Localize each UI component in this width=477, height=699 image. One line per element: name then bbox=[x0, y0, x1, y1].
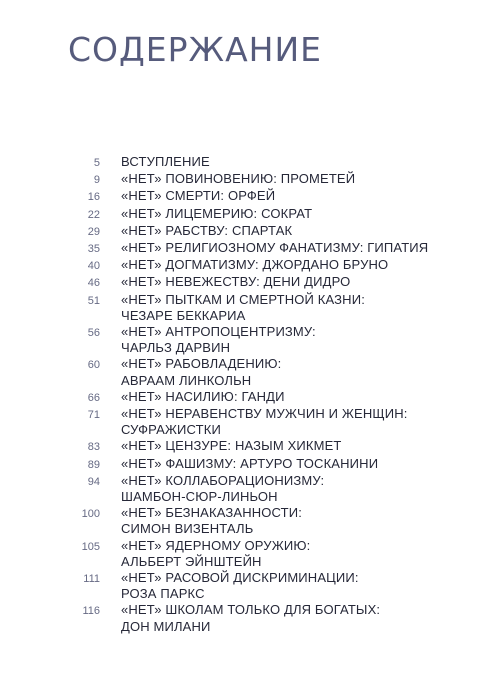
toc-entry-line: ВСТУПЛЕНИЕ bbox=[121, 154, 210, 169]
toc-entry-line: «НЕТ» НЕРАВЕНСТВУ МУЖЧИН И ЖЕНЩИН: bbox=[121, 406, 408, 422]
toc-page-number: 116 bbox=[82, 605, 100, 618]
toc-entry-title bbox=[121, 602, 461, 634]
toc-page-number: 71 bbox=[87, 409, 100, 422]
toc-entry-line: «НЕТ» НАСИЛИЮ: ГАНДИ bbox=[121, 388, 285, 404]
toc-entry-line: «НЕТ» ЛИЦЕМЕРИЮ: СОКРАТ bbox=[121, 205, 313, 221]
toc-entry-title bbox=[121, 570, 461, 602]
toc-entry-line: ДОН МИЛАНИ bbox=[121, 618, 211, 634]
toc-entry-line: «НЕТ» КОЛЛАБОРАЦИОНИЗМУ: bbox=[121, 472, 325, 488]
toc-entry bbox=[0, 206, 477, 223]
toc-entry-line: «НЕТ» ПОВИНОВЕНИЮ: ПРОМЕТЕЙ bbox=[121, 171, 356, 187]
toc-entry-title bbox=[121, 292, 461, 324]
toc-page-number: 56 bbox=[87, 327, 100, 340]
toc-entry bbox=[0, 154, 477, 171]
toc-page-number: 89 bbox=[87, 458, 100, 471]
toc-page-number: 35 bbox=[87, 243, 100, 256]
toc-entry-line: «НЕТ» ПЫТКАМ И СМЕРТНОЙ КАЗНИ: bbox=[121, 291, 365, 307]
toc-entry-line: ЧАРЛЬЗ ДАРВИН bbox=[121, 340, 231, 356]
toc-entry-title bbox=[121, 240, 461, 256]
toc-entry bbox=[0, 223, 477, 240]
toc-entry-title bbox=[121, 223, 461, 239]
toc-entry bbox=[0, 292, 477, 324]
toc-entry bbox=[0, 171, 477, 188]
table-of-contents bbox=[0, 154, 477, 635]
toc-entry-title bbox=[121, 406, 461, 438]
toc-entry-title bbox=[121, 257, 461, 273]
toc-entry-line: «НЕТ» РЕЛИГИОЗНОМУ ФАНАТИЗМУ: ГИПАТИЯ bbox=[121, 240, 429, 256]
toc-entry bbox=[0, 505, 477, 537]
toc-entry-line: «НЕТ» ДОГМАТИЗМУ: ДЖОРДАНО БРУНО bbox=[121, 257, 389, 273]
toc-entry-line: АВРААМ ЛИНКОЛЬН bbox=[121, 372, 252, 388]
toc-entry-title bbox=[121, 456, 461, 472]
toc-entry bbox=[0, 456, 477, 473]
toc-entry-title bbox=[121, 473, 461, 505]
toc-page-number: 105 bbox=[81, 540, 100, 553]
toc-entry-line: «НЕТ» ФАШИЗМУ: АРТУРО ТОСКАНИНИ bbox=[121, 455, 379, 471]
toc-page-number: 5 bbox=[93, 157, 100, 169]
toc-entry-line: «НЕТ» АНТРОПОЦЕНТРИЗМУ: bbox=[121, 324, 316, 340]
toc-page-number: 66 bbox=[87, 391, 100, 404]
toc-entry bbox=[0, 406, 477, 438]
toc-entry bbox=[0, 473, 477, 505]
toc-entry-line: «НЕТ» ШКОЛАМ ТОЛЬКО ДЛЯ БОГАТЫХ: bbox=[121, 602, 381, 618]
toc-entry-title bbox=[121, 538, 461, 570]
toc-page-number: 94 bbox=[87, 475, 100, 488]
toc-page-number: 22 bbox=[87, 208, 100, 221]
toc-page-number: 51 bbox=[87, 294, 100, 307]
page-title: СОДЕРЖАНИЕ bbox=[68, 30, 323, 69]
toc-page-number: 46 bbox=[87, 277, 100, 290]
toc-entry bbox=[0, 324, 477, 356]
toc-entry-line: «НЕТ» РАБОВЛАДЕНИЮ: bbox=[121, 356, 282, 372]
toc-page-number: 111 bbox=[83, 573, 100, 586]
toc-entry-line: «НЕТ» ЯДЕРНОМУ ОРУЖИЮ: bbox=[121, 537, 311, 553]
toc-entry-line: «НЕТ» БЕЗНАКАЗАННОСТИ: bbox=[121, 505, 302, 521]
toc-entry-line: «НЕТ» НЕВЕЖЕСТВУ: ДЕНИ ДИДРО bbox=[121, 274, 351, 290]
toc-entry bbox=[0, 602, 477, 634]
toc-page-number: 40 bbox=[87, 260, 100, 273]
toc-entry-title bbox=[121, 438, 461, 454]
toc-page-number: 16 bbox=[87, 191, 100, 204]
toc-entry-line: ЧЕЗАРЕ БЕККАРИА bbox=[121, 307, 246, 323]
toc-entry-title bbox=[121, 274, 461, 290]
toc-entry-title bbox=[121, 206, 461, 222]
toc-entry-title bbox=[121, 356, 461, 388]
toc-entry-line: «НЕТ» СМЕРТИ: ОРФЕЙ bbox=[121, 188, 276, 204]
toc-entry-line: СУФРАЖИСТКИ bbox=[121, 422, 221, 438]
toc-entry bbox=[0, 274, 477, 291]
toc-entry-line: АЛЬБЕРТ ЭЙНШТЕЙН bbox=[121, 553, 262, 569]
toc-page-number: 29 bbox=[87, 225, 100, 238]
toc-entry-title bbox=[121, 389, 461, 405]
toc-entry bbox=[0, 188, 477, 205]
toc-page-number: 83 bbox=[87, 441, 100, 454]
toc-entry bbox=[0, 438, 477, 455]
toc-entry-line: СИМОН ВИЗЕНТАЛЬ bbox=[121, 521, 254, 537]
toc-entry-line: ШАМБОН-СЮР-ЛИНЬОН bbox=[121, 489, 278, 505]
toc-page-number: 60 bbox=[87, 359, 100, 372]
toc-entry bbox=[0, 538, 477, 570]
toc-entry-line: «НЕТ» РАСОВОЙ ДИСКРИМИНАЦИИ: bbox=[121, 570, 359, 586]
toc-entry-title bbox=[121, 171, 461, 187]
toc-entry-title bbox=[121, 505, 461, 537]
toc-entry bbox=[0, 257, 477, 274]
toc-entry bbox=[0, 356, 477, 388]
toc-entry-title bbox=[121, 324, 461, 356]
toc-entry-line: РОЗА ПАРКС bbox=[121, 586, 205, 602]
toc-entry bbox=[0, 240, 477, 257]
toc-entry-line: «НЕТ» ЦЕНЗУРЕ: НАЗЫМ ХИКМЕТ bbox=[121, 438, 342, 454]
toc-page-number: 100 bbox=[81, 508, 100, 521]
toc-entry-title bbox=[121, 154, 461, 170]
toc-entry-line: «НЕТ» РАБСТВУ: СПАРТАК bbox=[121, 222, 293, 238]
toc-page-number: 9 bbox=[93, 174, 100, 187]
toc-entry bbox=[0, 570, 477, 602]
toc-entry bbox=[0, 389, 477, 406]
toc-entry-title bbox=[121, 188, 461, 204]
